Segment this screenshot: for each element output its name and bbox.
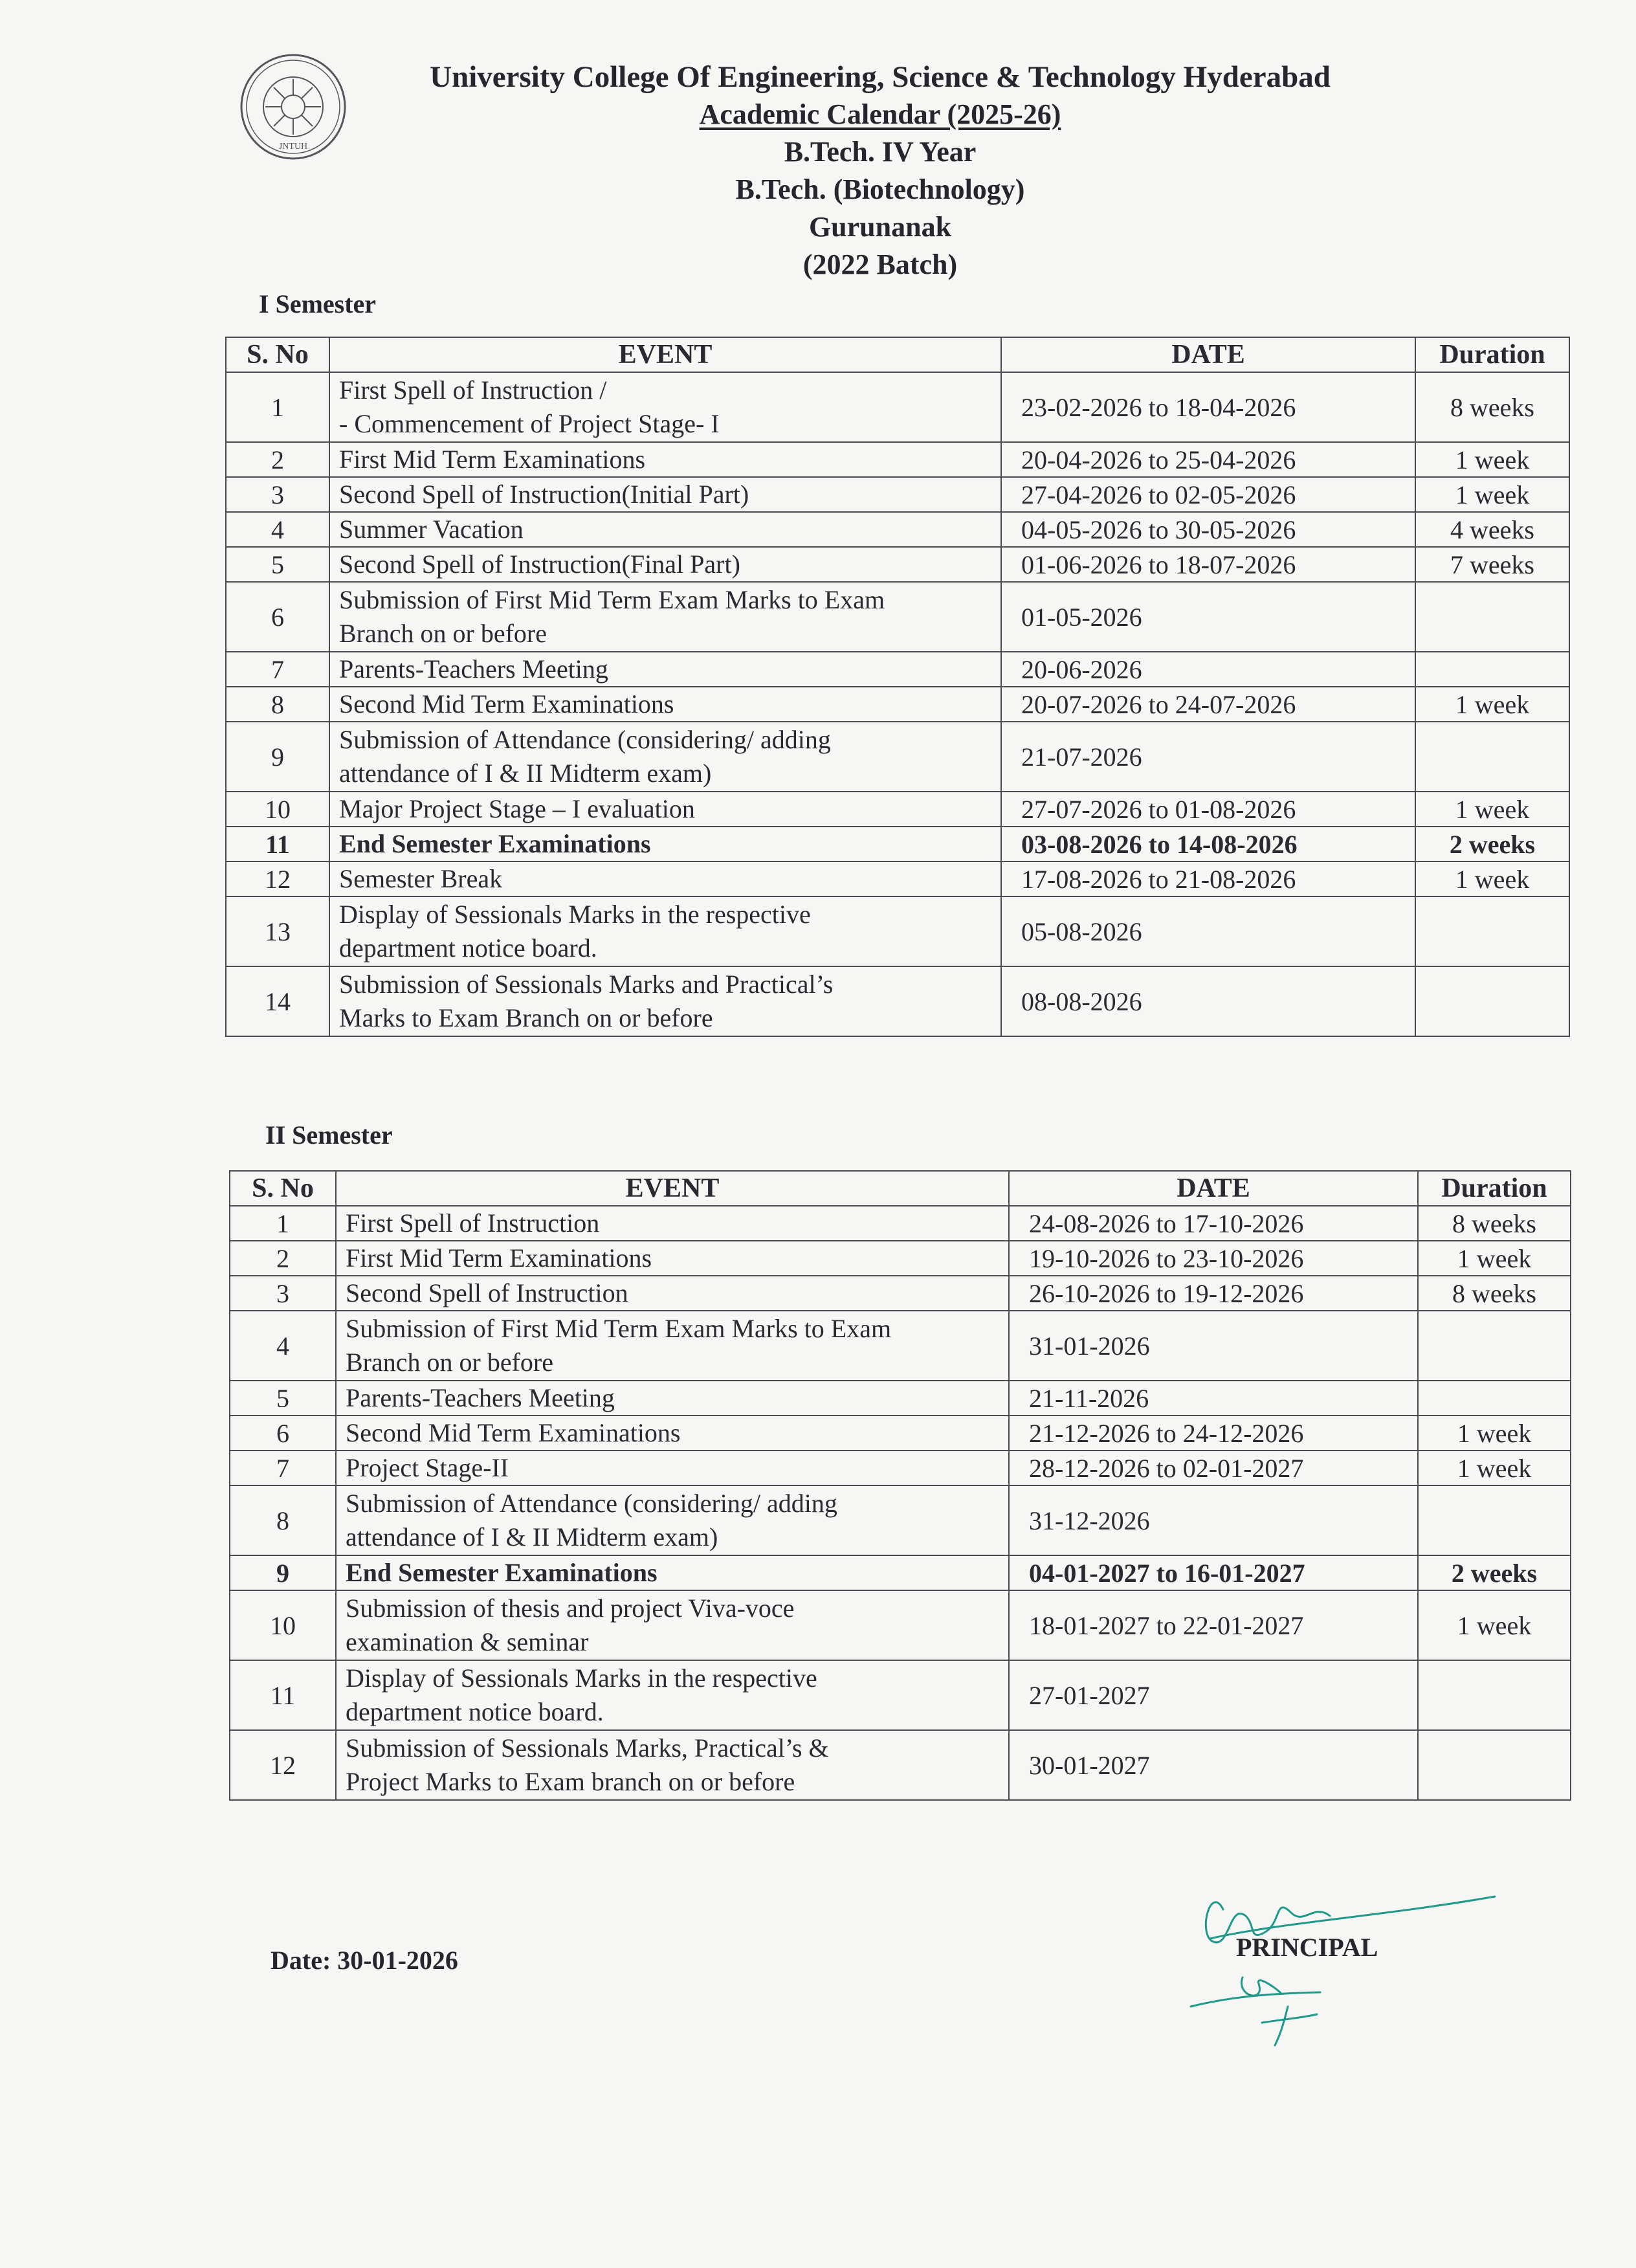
date-cell: 20-06-2026	[1001, 652, 1415, 687]
duration-cell	[1418, 1311, 1571, 1381]
program-branch: B.Tech. (Biotechnology)	[735, 173, 1025, 205]
column-header-date: DATE	[1009, 1171, 1418, 1206]
event-line: Branch on or before	[339, 619, 547, 648]
duration-cell: 8 weeks	[1418, 1206, 1571, 1241]
table-row	[226, 582, 1569, 652]
event-line: examination & seminar	[346, 1627, 589, 1656]
event-line: Parents-Teachers Meeting	[346, 1383, 615, 1412]
duration-cell: 1 week	[1415, 862, 1569, 896]
event-line: Second Mid Term Examinations	[339, 689, 674, 718]
duration-cell	[1418, 1730, 1571, 1800]
sno-cell: 6	[230, 1416, 336, 1451]
program-year: B.Tech. IV Year	[784, 136, 977, 168]
date-cell: 04-05-2026 to 30-05-2026	[1001, 512, 1415, 547]
event-cell	[329, 477, 1001, 512]
table-row	[230, 1485, 1571, 1555]
table-row	[226, 652, 1569, 687]
sno-cell: 6	[226, 582, 329, 652]
sno-cell: 9	[226, 722, 329, 792]
event-cell	[336, 1451, 1009, 1485]
date-cell: 19-10-2026 to 23-10-2026	[1009, 1241, 1418, 1276]
event-line: Submission of Sessionals Marks, Practical’s &	[346, 1733, 829, 1762]
duration-cell: 1 week	[1415, 792, 1569, 827]
event-cell	[336, 1311, 1009, 1381]
sno-cell: 14	[226, 966, 329, 1036]
event-line: attendance of I & II Midterm exam)	[339, 759, 712, 788]
sno-cell: 8	[226, 687, 329, 722]
table-row	[230, 1206, 1571, 1241]
document-date: Date: 30-01-2026	[271, 1946, 458, 1975]
date-cell: 23-02-2026 to 18-04-2026	[1001, 372, 1415, 442]
duration-cell	[1415, 896, 1569, 966]
event-line: Second Mid Term Examinations	[346, 1418, 681, 1447]
date-cell: 26-10-2026 to 19-12-2026	[1009, 1276, 1418, 1311]
sno-cell: 7	[226, 652, 329, 687]
event-line: Submission of First Mid Term Exam Marks to Exam	[346, 1314, 892, 1343]
column-header-sno: S. No	[226, 337, 329, 372]
event-line: Submission of Sessionals Marks and Practical’s	[339, 970, 834, 999]
event-line: Semester Break	[339, 864, 503, 893]
institute-name: Gurunanak	[808, 211, 952, 243]
event-line: Marks to Exam Branch on or before	[339, 1003, 713, 1032]
duration-cell	[1415, 966, 1569, 1036]
event-cell	[329, 512, 1001, 547]
duration-cell: 7 weeks	[1415, 547, 1569, 582]
event-line: First Mid Term Examinations	[339, 445, 646, 474]
date-cell: 21-07-2026	[1001, 722, 1415, 792]
sno-cell: 7	[230, 1451, 336, 1485]
sno-cell: 11	[230, 1660, 336, 1730]
calendar-title	[362, 96, 1398, 133]
duration-cell: 2 weeks	[1418, 1555, 1571, 1590]
calendar-title-text: Academic Calendar (2025-26)	[699, 98, 1061, 130]
date-cell: 27-04-2026 to 02-05-2026	[1001, 477, 1415, 512]
event-line: Major Project Stage – I evaluation	[339, 794, 695, 823]
batch-label: (2022 Batch)	[802, 249, 958, 280]
date-cell: 18-01-2027 to 22-01-2027	[1009, 1590, 1418, 1660]
sno-cell: 3	[230, 1276, 336, 1311]
sno-cell: 10	[226, 792, 329, 827]
event-cell	[329, 966, 1001, 1036]
table-row	[226, 896, 1569, 966]
duration-cell: 1 week	[1418, 1451, 1571, 1485]
duration-cell: 1 week	[1418, 1416, 1571, 1451]
event-line: Project Stage-II	[346, 1453, 509, 1482]
sno-cell: 13	[226, 896, 329, 966]
table-header-row	[230, 1171, 1571, 1206]
event-line: Parents-Teachers Meeting	[339, 654, 608, 684]
semester2-label: II Semester	[265, 1120, 393, 1150]
table-row	[230, 1241, 1571, 1276]
event-line: Second Spell of Instruction	[346, 1278, 628, 1307]
table-row	[230, 1555, 1571, 1590]
event-cell	[329, 547, 1001, 582]
event-line: Display of Sessionals Marks in the respective	[339, 900, 811, 929]
event-line: department notice board.	[346, 1697, 604, 1726]
date-cell: 01-05-2026	[1001, 582, 1415, 652]
event-cell	[336, 1590, 1009, 1660]
event-line: First Spell of Instruction /	[339, 375, 607, 405]
event-cell	[329, 827, 1001, 862]
duration-cell: 1 week	[1415, 442, 1569, 477]
table-row	[230, 1730, 1571, 1800]
table-row	[230, 1416, 1571, 1451]
duration-cell	[1418, 1381, 1571, 1416]
duration-cell	[1415, 652, 1569, 687]
table-row	[230, 1590, 1571, 1660]
date-cell: 08-08-2026	[1001, 966, 1415, 1036]
sno-cell: 8	[230, 1485, 336, 1555]
event-cell	[336, 1381, 1009, 1416]
event-line: Submission of thesis and project Viva-voce	[346, 1594, 795, 1623]
event-line: department notice board.	[339, 933, 597, 962]
semester1-table	[225, 337, 1570, 1037]
sno-cell: 2	[230, 1241, 336, 1276]
event-line: Project Marks to Exam branch on or before	[346, 1767, 795, 1796]
event-cell	[329, 372, 1001, 442]
table-row	[226, 792, 1569, 827]
event-line: First Mid Term Examinations	[346, 1243, 652, 1273]
column-header-duration: Duration	[1415, 337, 1569, 372]
event-cell	[329, 582, 1001, 652]
date-cell: 04-01-2027 to 16-01-2027	[1009, 1555, 1418, 1590]
duration-cell: 2 weeks	[1415, 827, 1569, 862]
table-row	[226, 512, 1569, 547]
event-cell	[329, 687, 1001, 722]
duration-cell: 4 weeks	[1415, 512, 1569, 547]
date-cell: 27-01-2027	[1009, 1660, 1418, 1730]
table-header-row	[226, 337, 1569, 372]
duration-cell: 8 weeks	[1415, 372, 1569, 442]
sno-cell: 5	[226, 547, 329, 582]
event-line: Second Spell of Instruction(Initial Part)	[339, 480, 749, 509]
table-row	[226, 687, 1569, 722]
date-cell: 01-06-2026 to 18-07-2026	[1001, 547, 1415, 582]
sno-cell: 11	[226, 827, 329, 862]
event-cell	[329, 652, 1001, 687]
sno-cell: 9	[230, 1555, 336, 1590]
event-line: Branch on or before	[346, 1348, 553, 1377]
table-row	[226, 477, 1569, 512]
event-cell	[336, 1206, 1009, 1241]
sno-cell: 3	[226, 477, 329, 512]
event-line: End Semester Examinations	[346, 1558, 658, 1587]
event-cell	[329, 442, 1001, 477]
duration-cell: 1 week	[1418, 1241, 1571, 1276]
event-line: - Commencement of Project Stage- I	[339, 409, 720, 438]
sno-cell: 1	[226, 372, 329, 442]
duration-cell: 1 week	[1418, 1590, 1571, 1660]
date-cell: 21-11-2026	[1009, 1381, 1418, 1416]
column-header-event: EVENT	[329, 337, 1001, 372]
table-row	[230, 1276, 1571, 1311]
table-row	[226, 862, 1569, 896]
column-header-date: DATE	[1001, 337, 1415, 372]
event-cell	[336, 1241, 1009, 1276]
sno-cell: 12	[226, 862, 329, 896]
date-cell: 21-12-2026 to 24-12-2026	[1009, 1416, 1418, 1451]
date-cell: 31-12-2026	[1009, 1485, 1418, 1555]
date-cell: 05-08-2026	[1001, 896, 1415, 966]
sno-cell: 4	[226, 512, 329, 547]
date-cell: 28-12-2026 to 02-01-2027	[1009, 1451, 1418, 1485]
principal-label: PRINCIPAL	[1236, 1933, 1378, 1962]
event-cell	[336, 1730, 1009, 1800]
duration-cell: 1 week	[1415, 687, 1569, 722]
logo-text: JNTUH	[278, 142, 308, 151]
sno-cell: 2	[226, 442, 329, 477]
event-line: Second Spell of Instruction(Final Part)	[339, 550, 740, 579]
table-row	[226, 547, 1569, 582]
column-header-sno: S. No	[230, 1171, 336, 1206]
college-name: University College Of Engineering, Science & Technology Hyderabad	[430, 60, 1331, 94]
duration-cell	[1415, 582, 1569, 652]
duration-cell	[1418, 1660, 1571, 1730]
event-cell	[336, 1276, 1009, 1311]
column-header-duration: Duration	[1418, 1171, 1571, 1206]
table-row	[230, 1381, 1571, 1416]
event-cell	[329, 722, 1001, 792]
event-cell	[329, 792, 1001, 827]
date-cell: 27-07-2026 to 01-08-2026	[1001, 792, 1415, 827]
sno-cell: 12	[230, 1730, 336, 1800]
event-line: Submission of First Mid Term Exam Marks to Exam	[339, 585, 885, 614]
semester1-label: I Semester	[259, 289, 377, 318]
table-row	[230, 1660, 1571, 1730]
table-row	[226, 827, 1569, 862]
sno-cell: 5	[230, 1381, 336, 1416]
event-line: Submission of Attendance (considering/ adding	[346, 1489, 837, 1518]
event-line: Display of Sessionals Marks in the respective	[346, 1663, 817, 1693]
event-line: First Spell of Instruction	[346, 1208, 600, 1238]
date-cell: 24-08-2026 to 17-10-2026	[1009, 1206, 1418, 1241]
table-row	[230, 1451, 1571, 1485]
date-cell: 31-01-2026	[1009, 1311, 1418, 1381]
university-seal-icon	[238, 52, 348, 162]
sno-cell: 4	[230, 1311, 336, 1381]
event-line: attendance of I & II Midterm exam)	[346, 1522, 718, 1551]
duration-cell	[1418, 1485, 1571, 1555]
date-cell: 20-07-2026 to 24-07-2026	[1001, 687, 1415, 722]
table-row	[226, 442, 1569, 477]
event-line: Submission of Attendance (considering/ adding	[339, 725, 831, 754]
column-header-event: EVENT	[336, 1171, 1009, 1206]
semester2-table	[229, 1170, 1571, 1801]
date-cell: 03-08-2026 to 14-08-2026	[1001, 827, 1415, 862]
event-cell	[329, 862, 1001, 896]
table-row	[230, 1311, 1571, 1381]
date-cell: 17-08-2026 to 21-08-2026	[1001, 862, 1415, 896]
duration-cell: 1 week	[1415, 477, 1569, 512]
event-cell	[336, 1555, 1009, 1590]
event-cell	[336, 1416, 1009, 1451]
duration-cell	[1415, 722, 1569, 792]
table-row	[226, 966, 1569, 1036]
table-row	[226, 722, 1569, 792]
event-line: Summer Vacation	[339, 515, 524, 544]
document-header	[362, 58, 1398, 284]
event-cell	[336, 1485, 1009, 1555]
event-cell	[336, 1660, 1009, 1730]
sno-cell: 1	[230, 1206, 336, 1241]
date-cell: 30-01-2027	[1009, 1730, 1418, 1800]
event-line: End Semester Examinations	[339, 829, 651, 858]
date-cell: 20-04-2026 to 25-04-2026	[1001, 442, 1415, 477]
table-row	[226, 372, 1569, 442]
event-cell	[329, 896, 1001, 966]
sno-cell: 10	[230, 1590, 336, 1660]
duration-cell: 8 weeks	[1418, 1276, 1571, 1311]
